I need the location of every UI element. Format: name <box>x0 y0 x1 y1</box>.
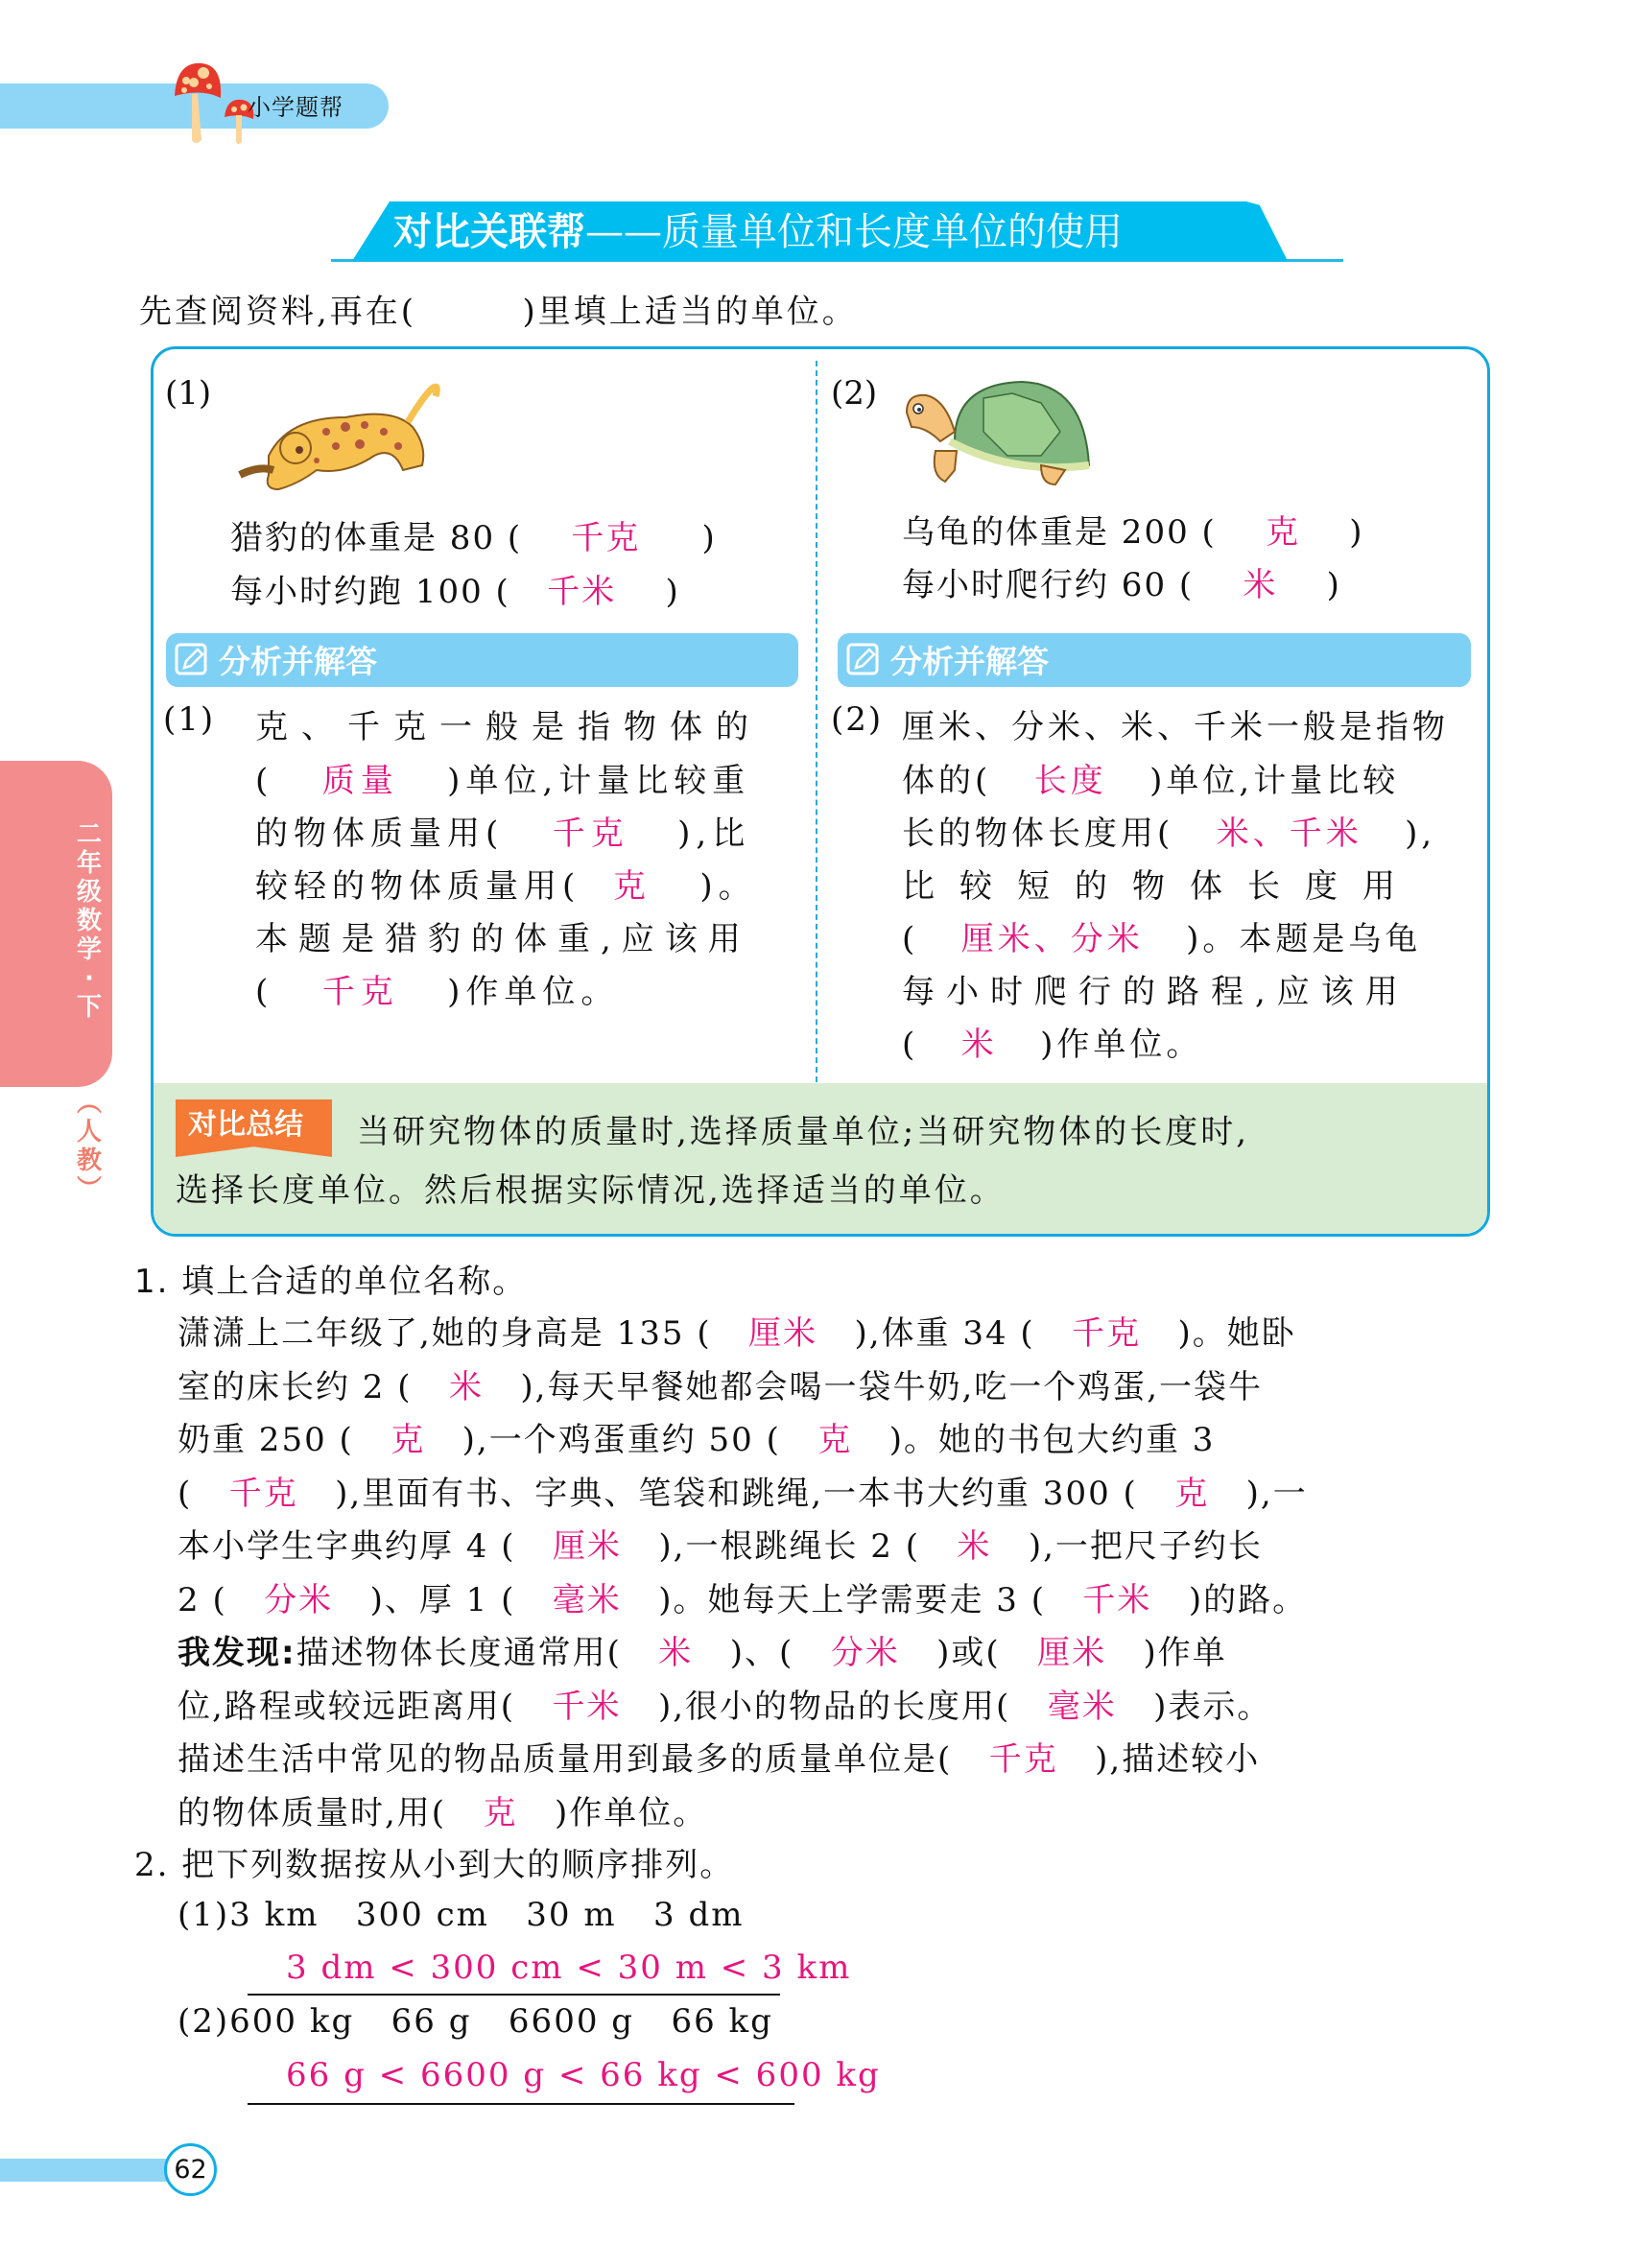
text: 乌龟的体重是 200 ( <box>902 513 1217 552</box>
exercise-2-answer-2: 66 g < 6600 g < 66 kg < 600 kg <box>286 2056 881 2094</box>
text: 描述生活中常见的物品质量用到最多的质量单位是( <box>178 1740 953 1779</box>
item-values: 3 km 300 cm 30 m 3 dm <box>229 1896 745 1934</box>
text: )、( <box>729 1634 794 1672</box>
answer: 克 <box>353 1421 462 1459</box>
right-analysis-line-2 <box>902 754 1399 801</box>
text: ),一把尺子约长 <box>1028 1527 1263 1566</box>
exercise-1-line <box>178 1786 707 1833</box>
text: ),一个鸡蛋重约 50 ( <box>462 1421 781 1459</box>
right-speed-line <box>902 558 1341 605</box>
answer: 千克 <box>952 1740 1096 1779</box>
left-question-number: (1) <box>165 374 212 413</box>
item-number: (2) <box>178 2002 230 2041</box>
exercise-2-item-2 <box>178 2002 773 2041</box>
text: 每小时约跑 100 ( <box>230 573 510 611</box>
answer: 米 <box>412 1367 521 1406</box>
exercise-2-title: 2. 把下列数据按从小到大的顺序排列。 <box>134 1846 735 1884</box>
answer: 千克 <box>571 519 641 557</box>
text: 奶重 250 ( <box>178 1421 354 1459</box>
left-analysis-line-3 <box>255 807 750 854</box>
section-title-main: 对比关联帮 <box>393 210 585 254</box>
left-speed-line <box>230 565 680 612</box>
answer: 千克 <box>321 973 399 1011</box>
text: )。她的书包大约重 3 <box>888 1421 1216 1459</box>
text: 较轻的物体质量用( <box>255 867 581 906</box>
text: ) <box>701 519 717 557</box>
exercise-1-line <box>178 1626 1227 1673</box>
text: ( <box>178 1474 193 1513</box>
text: ),一 <box>1245 1474 1308 1513</box>
summary-line-1: 当研究物体的质量时,选择质量单位;当研究物体的长度时, <box>357 1113 1250 1151</box>
edition-char: 教 <box>76 1146 102 1175</box>
item-values: 600 kg 66 g 6600 g 66 kg <box>229 2002 773 2041</box>
text: 的物体质量用( <box>255 815 505 853</box>
left-analysis-label: 分析并解答 <box>219 643 377 680</box>
text: ( <box>255 973 274 1011</box>
text: 描述物体长度通常用( <box>296 1634 622 1672</box>
turtle-illustration <box>897 374 1103 489</box>
answer: 米 <box>1243 566 1278 604</box>
summary-tag-label: 对比总结 <box>188 1108 303 1142</box>
right-weight-line <box>902 506 1364 553</box>
footer-bar <box>0 2159 168 2182</box>
right-analysis-line-6: 每小时爬行的路程,应该用 <box>902 973 1409 1011</box>
answer: 米 <box>919 1527 1029 1566</box>
answer-underline <box>248 2103 794 2105</box>
right-question-number: (2) <box>831 374 878 413</box>
text: )单位,计量比较重 <box>447 762 751 800</box>
answer: 克 <box>1137 1474 1246 1513</box>
edition-label <box>75 1089 104 1204</box>
text: ( <box>902 1026 919 1064</box>
right-analysis-line-5 <box>902 912 1421 959</box>
text: ),很小的物品的长度用( <box>657 1687 1011 1726</box>
answer: 厘米 <box>1000 1634 1144 1672</box>
answer: 分米 <box>226 1580 370 1619</box>
answer: 厘米、分米 <box>960 920 1144 958</box>
text: )作单 <box>1143 1634 1227 1672</box>
grade-char: 二 <box>76 820 102 849</box>
exercise-1-line <box>178 1467 1308 1514</box>
exercise-2-item-1 <box>178 1896 744 1934</box>
answer: 千克 <box>1034 1314 1178 1353</box>
section-title-dash: —— <box>585 210 662 254</box>
text: ),每天早餐她都会喝一袋牛奶,吃一个鸡蛋,一袋牛 <box>520 1367 1264 1406</box>
text: ),比 <box>677 815 751 853</box>
answer: 毫米 <box>1010 1687 1154 1726</box>
page-number: 62 <box>164 2143 217 2196</box>
answer: 米、千米 <box>1216 815 1362 853</box>
left-analysis-line-2 <box>255 754 750 801</box>
section-title <box>393 206 1123 259</box>
text: )表示。 <box>1153 1687 1272 1726</box>
answer: 克 <box>780 1421 889 1459</box>
right-analysis-label: 分析并解答 <box>890 643 1049 680</box>
text: ( <box>255 762 274 800</box>
answer: 千克 <box>192 1474 336 1513</box>
instruction-text: 先查阅资料,再在( )里填上适当的单位。 <box>139 293 858 331</box>
summary-line-2: 选择长度单位。然后根据实际情况,选择适当的单位。 <box>176 1171 1006 1210</box>
text: ),里面有书、字典、笔袋和跳绳,一本书大约重 300 ( <box>335 1474 1138 1513</box>
text: 潇潇上二年级了,她的身高是 135 ( <box>178 1314 712 1353</box>
exercise-1-line <box>178 1680 1271 1727</box>
right-analysis-line-4: 比较短的物体长度用 <box>902 867 1420 906</box>
answer: 长度 <box>1033 762 1107 800</box>
text: ) <box>1349 513 1364 552</box>
left-analysis-line-1: 克、千克一般是指物体的 <box>255 708 762 746</box>
text: 室的床长约 2 ( <box>178 1367 413 1406</box>
pencil-icon <box>846 643 881 677</box>
text: 本小学生字典约厚 4 ( <box>178 1527 516 1566</box>
exercise-1-line <box>178 1360 1263 1407</box>
exercise-1-title: 1. 填上合适的单位名称。 <box>134 1263 528 1301</box>
exercise-1-line <box>178 1733 1260 1780</box>
brand-label: 小学题帮 <box>248 94 343 121</box>
answer: 千克 <box>552 815 629 853</box>
text: ),描述较小 <box>1095 1740 1261 1779</box>
grade-char: · <box>84 964 94 993</box>
grade-char: 年 <box>76 849 102 878</box>
text: ), <box>1405 815 1436 853</box>
text: 体的( <box>902 762 992 800</box>
grade-char: 下 <box>76 993 102 1022</box>
text: ) <box>665 573 680 611</box>
exercise-1-line <box>178 1307 1296 1354</box>
answer: 分米 <box>793 1634 937 1672</box>
text: 2 ( <box>178 1580 227 1619</box>
text: )的路。 <box>1188 1580 1308 1619</box>
left-weight-line <box>230 511 717 558</box>
answer: 千米 <box>515 1687 658 1726</box>
text: 的物体质量时,用( <box>178 1793 447 1832</box>
right-analysis-line-3 <box>902 807 1435 854</box>
text: )或( <box>936 1634 1001 1672</box>
text: 猎豹的体重是 80 ( <box>230 519 523 557</box>
exercise-1-line <box>178 1573 1307 1620</box>
text: 每小时爬行约 60 ( <box>902 566 1195 604</box>
discovery-label: 我发现: <box>178 1634 296 1672</box>
text: )作单位。 <box>554 1793 708 1832</box>
answer: 米 <box>960 1026 998 1064</box>
text: )、厚 1 ( <box>369 1580 516 1619</box>
right-analysis-line-1: 厘米、分米、米、千米一般是指物 <box>902 708 1449 746</box>
edition-char: ︵ <box>76 1089 102 1118</box>
answer: 克 <box>1266 513 1301 552</box>
answer: 厘米 <box>515 1527 659 1566</box>
answer: 千米 <box>547 573 617 611</box>
edition-char: 人 <box>76 1118 102 1146</box>
answer: 克 <box>446 1793 555 1832</box>
text: ( <box>902 920 919 958</box>
section-title-subtitle: 质量单位和长度单位的使用 <box>662 210 1123 254</box>
edition-char: ︶ <box>76 1175 102 1204</box>
answer: 米 <box>621 1634 730 1672</box>
right-analysis-number: (2) <box>831 700 884 739</box>
grade-char: 级 <box>76 878 102 907</box>
text: )作单位。 <box>447 973 620 1011</box>
grade-char: 学 <box>76 935 102 964</box>
left-analysis-line-6 <box>255 965 619 1012</box>
exercise-1-line <box>178 1413 1215 1460</box>
answer-underline <box>248 1994 780 1996</box>
text: ),一根跳绳长 2 ( <box>658 1527 920 1566</box>
text: 长的物体长度用( <box>902 815 1174 853</box>
left-analysis-line-5: 本题是猎豹的体重,应该用 <box>255 920 751 958</box>
text: )单位,计量比较 <box>1149 762 1400 800</box>
text: )。她每天上学需要走 3 ( <box>658 1580 1046 1619</box>
grade-char: 数 <box>76 907 102 935</box>
grade-label <box>75 820 104 1022</box>
answer: 质量 <box>321 762 399 800</box>
answer: 厘米 <box>711 1314 855 1353</box>
pencil-icon <box>175 643 209 677</box>
exercise-1-line <box>178 1520 1263 1567</box>
text: )。 <box>699 867 757 906</box>
exercise-2-answer-1: 3 dm < 300 cm < 30 m < 3 km <box>286 1949 852 1987</box>
item-number: (1) <box>178 1896 230 1934</box>
text: 位,路程或较远距离用( <box>178 1687 516 1726</box>
cheetah-illustration <box>230 379 446 499</box>
answer: 千米 <box>1046 1580 1189 1619</box>
right-analysis-line-7 <box>902 1018 1202 1065</box>
text: ) <box>1326 566 1341 604</box>
answer: 毫米 <box>515 1580 659 1619</box>
left-analysis-number: (1) <box>163 700 216 739</box>
column-divider <box>816 361 817 1082</box>
text: )。本题是乌龟 <box>1186 920 1422 958</box>
text: )。她卧 <box>1177 1314 1296 1353</box>
left-analysis-line-4 <box>255 860 757 907</box>
text: ),体重 34 ( <box>854 1314 1035 1353</box>
text: )作单位。 <box>1040 1026 1203 1064</box>
answer: 克 <box>612 867 651 906</box>
